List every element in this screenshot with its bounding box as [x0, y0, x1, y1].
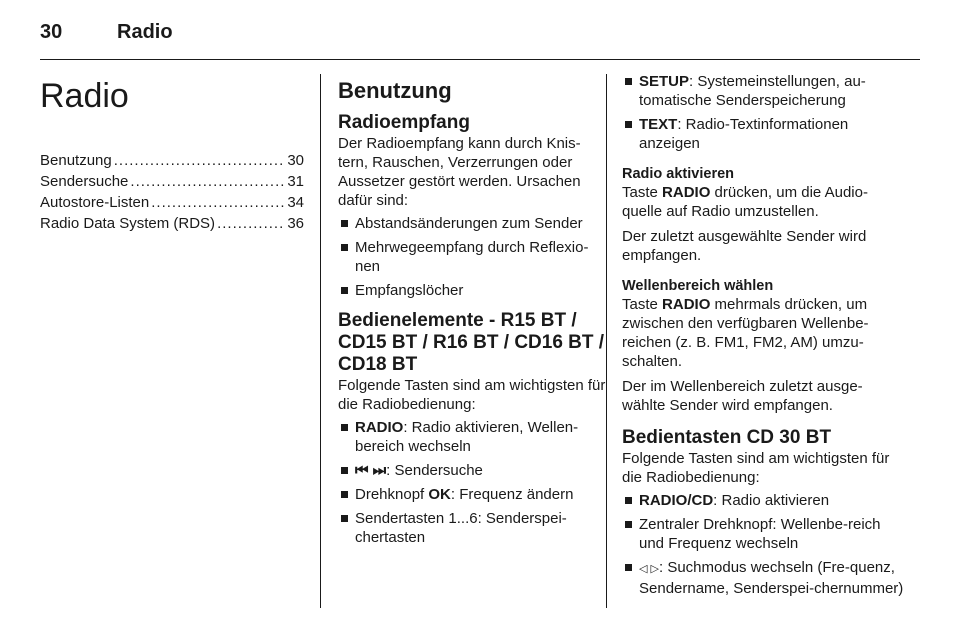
- key-label: RADIO: [355, 419, 404, 436]
- paragraph: [622, 183, 904, 221]
- key-label: OK: [428, 486, 451, 503]
- paragraph: [622, 295, 904, 371]
- key-label: RADIO: [662, 296, 711, 313]
- key-label: SETUP: [639, 73, 690, 90]
- key-label: TEXT: [639, 116, 678, 133]
- text: Taste: [622, 296, 663, 313]
- key-label: RADIO: [662, 184, 711, 201]
- content-column-2: [338, 72, 606, 552]
- toc-page: 34: [287, 194, 304, 211]
- list-item: [338, 418, 606, 456]
- bullet-list: [622, 491, 904, 598]
- paragraph: Der zuletzt ausgewählte Sender wird empfangen.: [622, 228, 867, 264]
- bullet-list: [338, 214, 606, 300]
- item-text: Drehknopf: [355, 486, 429, 503]
- column-divider: [320, 74, 321, 608]
- toc-label: Benutzung: [40, 152, 112, 169]
- toc-leader: [114, 150, 286, 171]
- section-heading: Benutzung: [338, 78, 452, 103]
- subsection-heading: Radio aktivieren: [622, 166, 735, 182]
- bullet-list: [338, 418, 606, 547]
- column-divider: [606, 74, 607, 608]
- page-number: 30: [40, 21, 63, 43]
- item-text: : Sendersuche: [386, 462, 483, 479]
- toc-page: 36: [287, 215, 304, 232]
- subsection-heading: Bedienelemente - R15 BT / CD15 BT / R16 BT / CD16 BT / CD18 BT: [338, 310, 605, 375]
- list-item: Mehrwegeempfang durch Reflexio-nen: [338, 238, 606, 276]
- list-item: [622, 72, 904, 110]
- paragraph: Folgende Tasten sind am wichtigsten für die Radiobedienung:: [338, 377, 606, 413]
- toc-leader: [217, 213, 285, 234]
- toc-leader: [130, 171, 285, 192]
- table-of-contents: [40, 150, 304, 234]
- list-item: [338, 461, 606, 480]
- toc-label: Radio Data System (RDS): [40, 215, 216, 232]
- list-item: Abstandsänderungen zum Sender: [338, 214, 606, 233]
- item-text: : Radio aktivieren: [713, 492, 830, 509]
- header-rule: [40, 59, 920, 60]
- page-header: [40, 18, 920, 50]
- search-mode-icons: ◁ ▷: [639, 563, 659, 575]
- list-item: [338, 485, 606, 504]
- content-column-3: [622, 72, 904, 603]
- toc-entry[interactable]: [40, 213, 304, 234]
- paragraph: Folgende Tasten sind am wichtigsten für die Radiobedienung:: [622, 450, 890, 486]
- toc-entry[interactable]: [40, 192, 304, 213]
- list-item: Sendertasten 1...6: Senderspei-chertasten: [338, 509, 606, 547]
- list-item: [622, 558, 904, 598]
- subsection-heading: Wellenbereich wählen: [622, 278, 774, 294]
- toc-page: 30: [287, 152, 304, 169]
- text: mehrmals drücken, um zwischen den verfügbaren Wellenbe-reichen (z. B. FM1, FM2, AM) umzu-schalten.: [622, 296, 869, 370]
- toc-entry[interactable]: [40, 171, 304, 192]
- item-text: : Radio-Textinformationen anzeigen: [639, 116, 849, 152]
- item-text: : Systemeinstellungen, au-tomatische Senderspeicherung: [639, 73, 866, 109]
- chapter-name: Radio: [117, 21, 173, 43]
- text: drücken, um die Audio-quelle auf Radio umzustellen.: [622, 184, 868, 220]
- text: Taste: [622, 184, 663, 201]
- item-text: : Frequenz ändern: [450, 486, 574, 503]
- toc-label: Sendersuche: [40, 173, 129, 190]
- subsection-heading: Radioempfang: [338, 112, 470, 133]
- item-text: : Suchmodus wechseln (Fre-quenz, Sendername, Senderspei-chernummer): [639, 559, 904, 597]
- key-label: RADIO/CD: [639, 492, 714, 509]
- toc-leader: [151, 192, 285, 213]
- toc-column: [40, 72, 304, 234]
- toc-entry[interactable]: [40, 150, 304, 171]
- seek-icons: ⏮ ⏭: [355, 462, 387, 479]
- list-item: Zentraler Drehknopf: Wellenbe-reich und Frequenz wechseln: [622, 515, 904, 553]
- list-item: Empfangslöcher: [338, 281, 606, 300]
- item-text: : Radio aktivieren, Wellen-bereich wechseln: [355, 419, 579, 455]
- paragraph: Der im Wellenbereich zuletzt ausge-wählte Sender wird empfangen.: [622, 378, 863, 414]
- list-item: [622, 491, 904, 510]
- toc-page: 31: [287, 173, 304, 190]
- chapter-title: Radio: [40, 77, 129, 115]
- list-item: [622, 115, 904, 153]
- bullet-list: [622, 72, 904, 153]
- toc-label: Autostore-Listen: [40, 194, 150, 211]
- paragraph: Der Radioempfang kann durch Knis-tern, Rauschen, Verzerrungen oder Aussetzer gestört werden. Ursachen dafür sind:: [338, 135, 581, 209]
- subsection-heading: Bedientasten CD 30 BT: [622, 427, 832, 448]
